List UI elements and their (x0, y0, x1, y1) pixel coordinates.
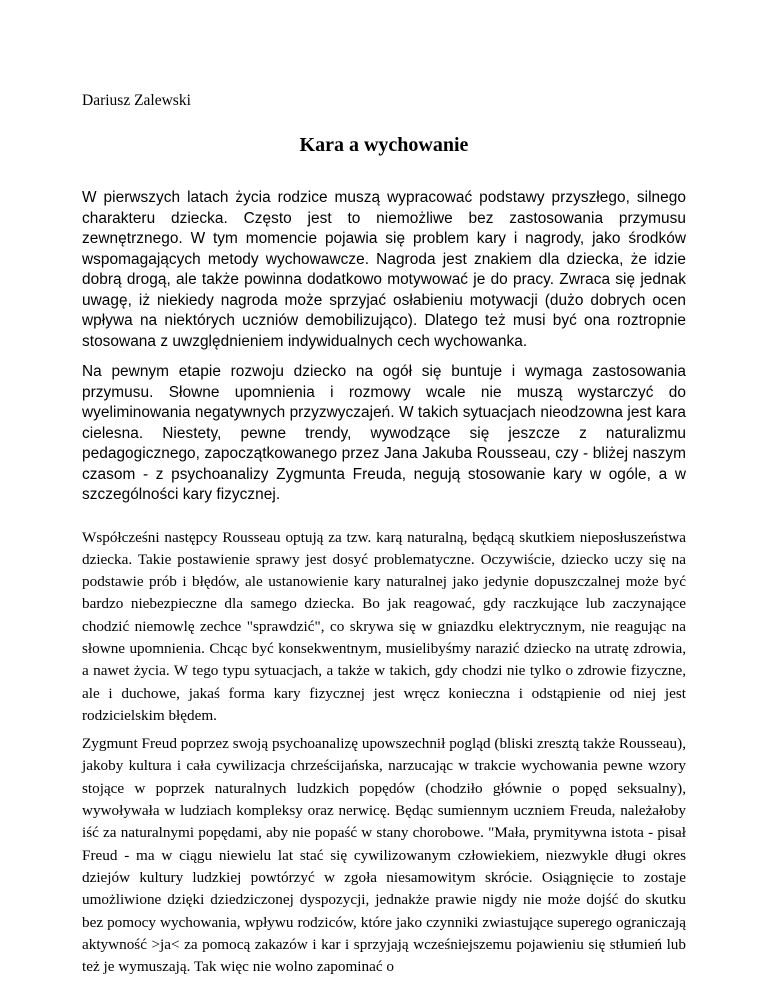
paragraph: Zygmunt Freud poprzez swoją psychoanalizę upowszechnił pogląd (bliski zresztą także Rousseau), jakoby kultura i cała cywilizacja chrześcijańska, narzucając w trakcie wychowania pewne wzory stojące w poprzek naturalnych ludzkich popędów (chodziło głównie o popęd seksualny), wywoływała w ludziach kompleksy oraz nerwicę. Będąc sumiennym uczniem Freuda, należałoby iść za naturalnymi popędami, aby nie popaść w stany chorobowe. "Mała, prymitywna istota - pisał Freud - ma w ciągu niewielu lat stać się cywilizowanym człowiekiem, niezwykle długi okres dziejów kultury ludzkiej powtórzyć w zgoła niesamowitym skrócie. Osiągnięcie to zostaje umożliwione dzięki dziedziczonej dyspozycji, jednakże prawie nigdy nie może dojść do skutku bez pomocy wychowania, wpływu rodziców, które jako czynniki zwiastujące superego ograniczają aktywność >ja< za pomocą zakazów i kar i sprzyjają wcześniejszemu pojawieniu się stłumień lub też je wymuszają. Tak więc nie wolno zapominać o (82, 735, 686, 976)
paragraph: W pierwszych latach życia rodzice muszą wypracować podstawy przyszłego, silnego charakteru dziecka. Często jest to niemożliwe bez zastosowania przymusu zewnętrznego. W tym momencie pojawia się problem kary i nagrody, jako środków wspomagających metody wychowawcze. Nagroda jest znakiem dla dziecka, że idzie dobrą drogą, ale także powinna dodatkowo motywować je do pracy. Zwraca się jednak uwagę, iż niekiedy nagroda może sprzyjać osłabieniu motywacji (dużo dobrych ocen wpływa na niektórych uczniów demobilizująco). Dlatego też musi być ona roztropnie stosowana z uwzględnieniem indywidualnych cech wychowanka. (82, 189, 686, 350)
author-name: Dariusz Zalewski (82, 92, 191, 109)
document-title: Kara a wychowanie (299, 134, 469, 156)
paragraph: Współcześni następcy Rousseau optują za tzw. karą naturalną, będącą skutkiem nieposłuszeństwa dziecka. Takie postawienie sprawy jest dosyć problematyczne. Oczywiście, dziecko uczy się na podstawie prób i błędów, ale ustanowienie kary naturalnej jako jedynie dopuszczalnej może być bardzo niebezpieczne dla samego dziecka. Bo jak reagować, gdy raczkujące lub zaczynające chodzić niemowlę zechce "sprawdzić", co skrywa się w gniazdku elektrycznym, nie reagując na słowne upomnienia. Chcąc być konsekwentnym, musielibyśmy narazić dziecko na utratę zdrowia, a nawet życia. W tego typu sytuacjach, a także w takich, gdy chodzi nie tylko o zdrowie fizyczne, ale i duchowe, jakaś forma kary fizycznej jest wręcz konieczna i odstąpienie od niej jest rodzicielskim błędem. (82, 528, 686, 724)
document-body (82, 188, 686, 984)
paragraph: Na pewnym etapie rozwoju dziecko na ogół się buntuje i wymaga zastosowania przymusu. Słowne upomnienia i rozmowy wcale nie muszą wystarczyć do wyeliminowania negatywnych przyzwyczajeń. W takich sytuacjach nieodzowna jest kara cielesna. Niestety, pewne trendy, wywodzące się jeszcze z naturalizmu pedagogicznego, zapoczątkowanego przez Jana Jakuba Rousseau, czy - bliżej naszym czasom - z psychoanalizy Zygmunta Freuda, negują stosowanie kary w ogóle, a w szczególności kary fizycznej. (82, 363, 686, 503)
